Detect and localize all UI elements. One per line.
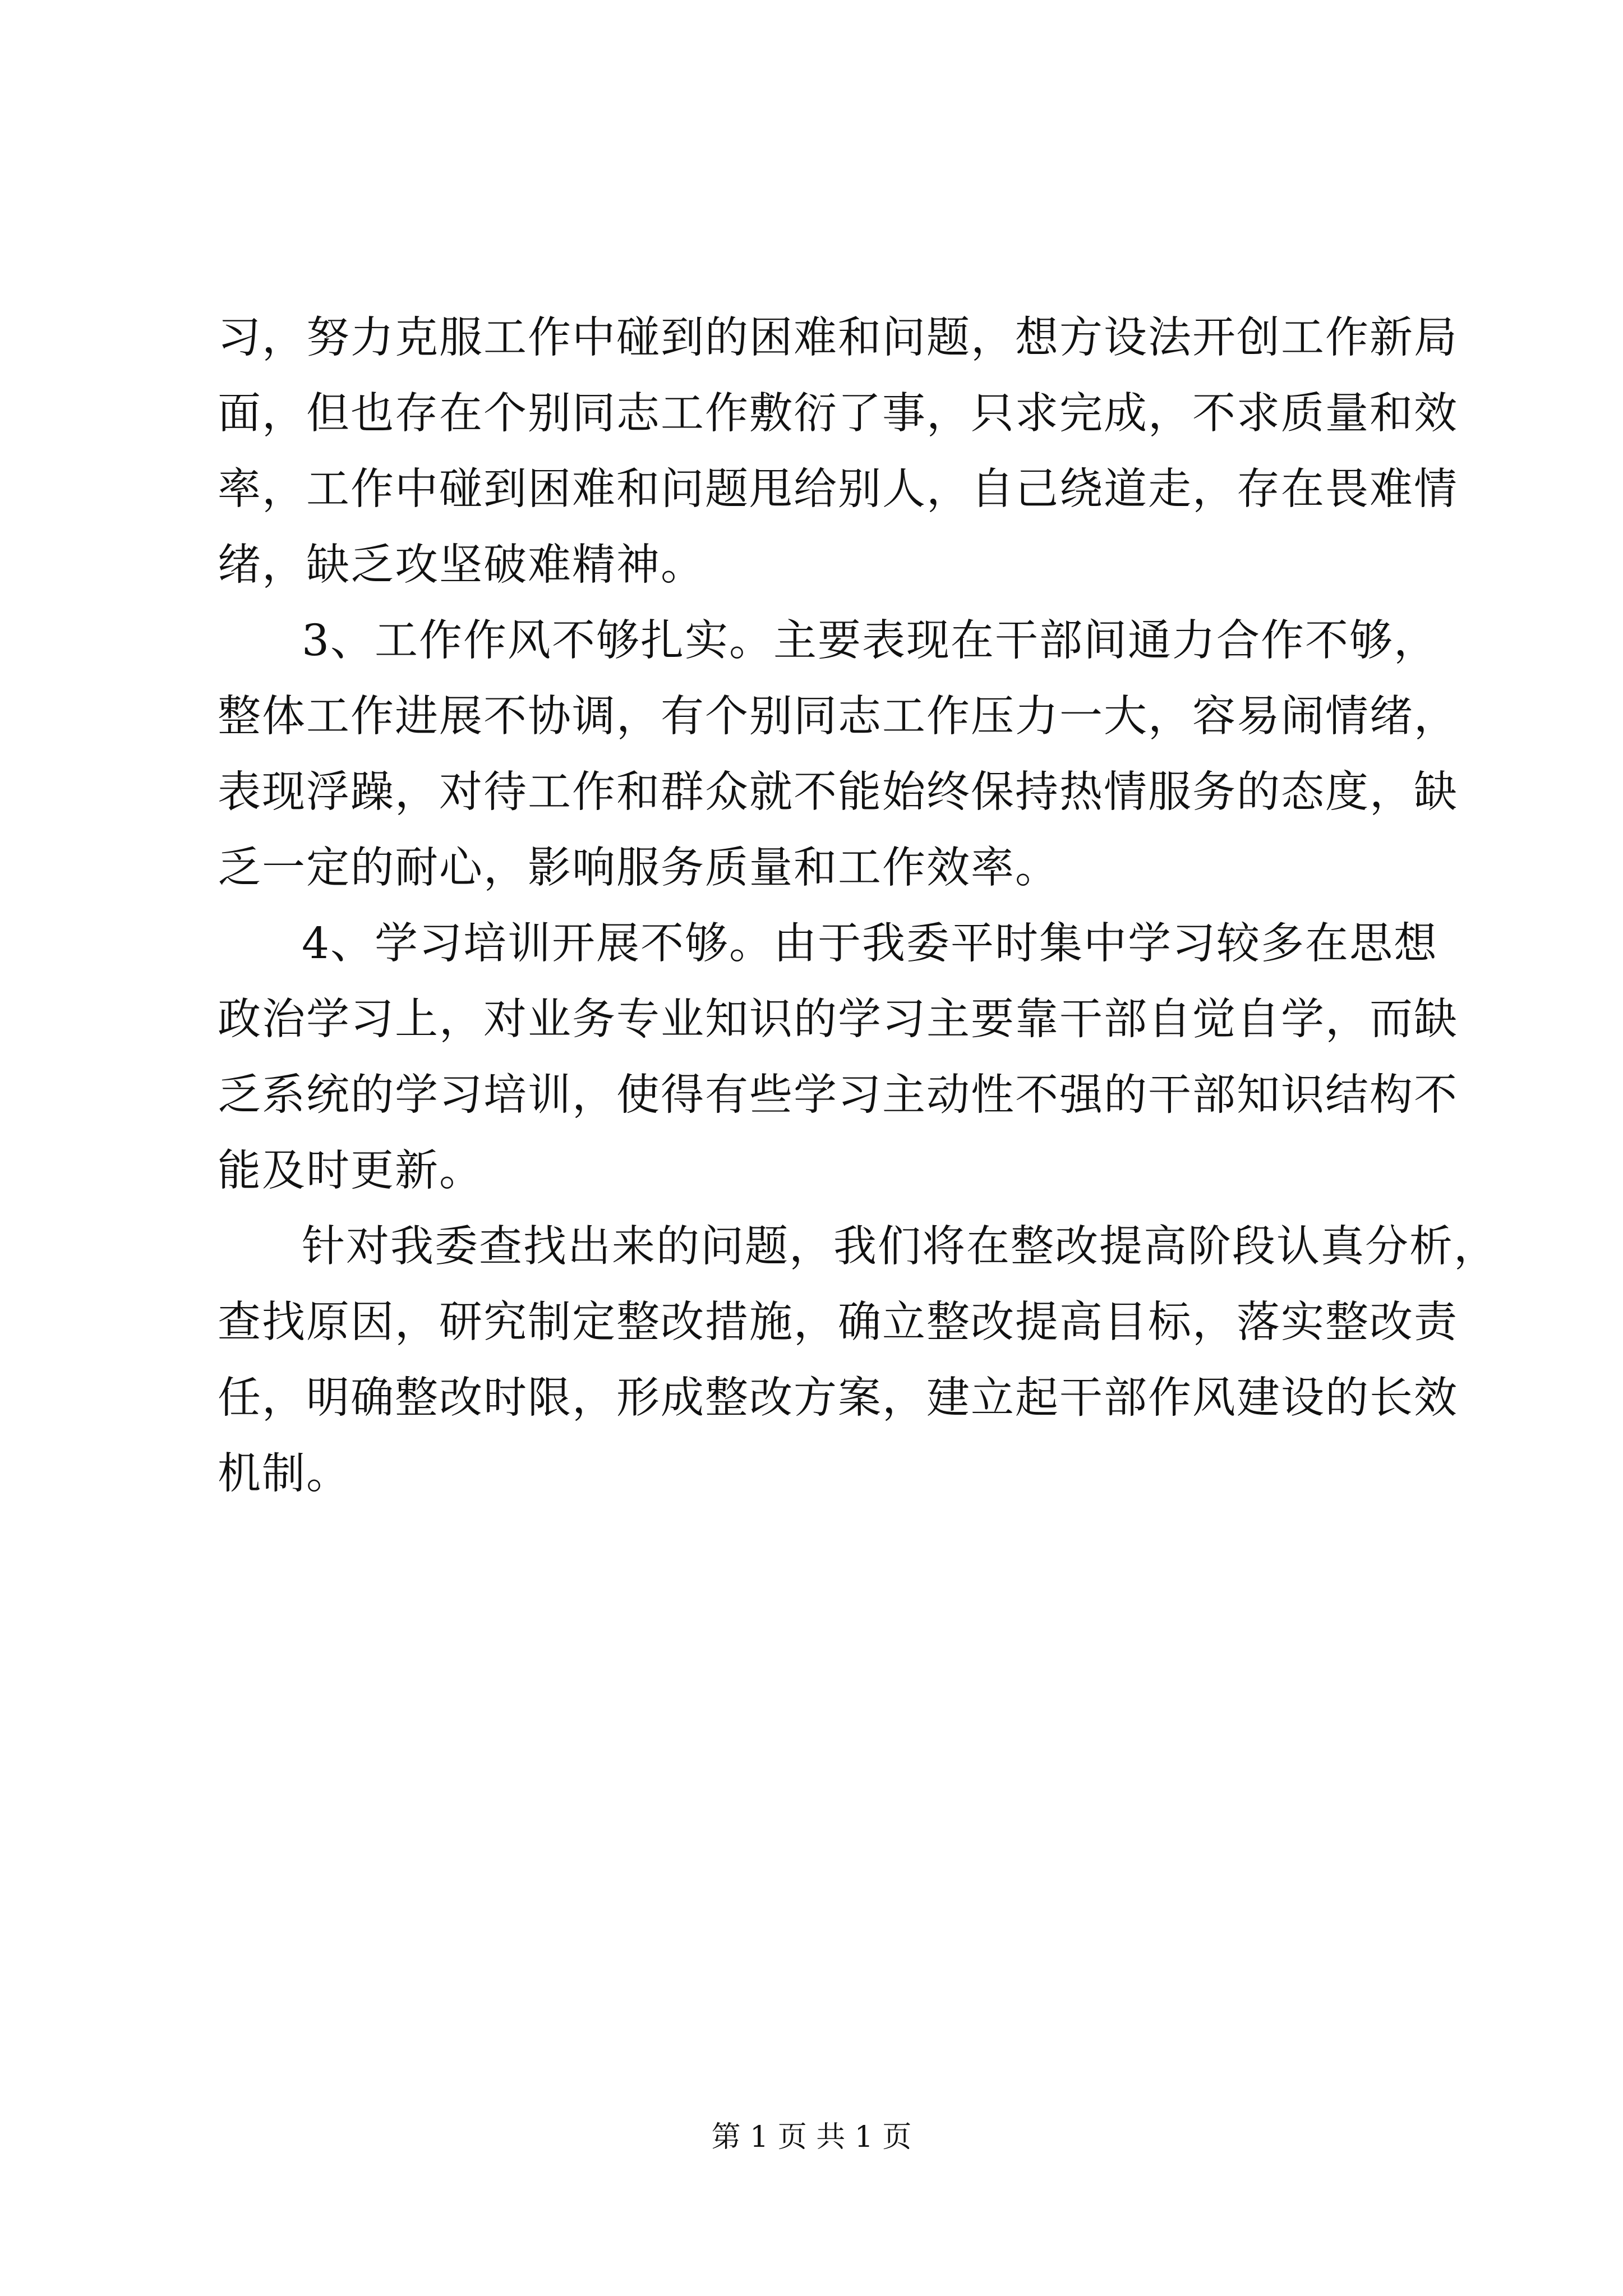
text-line: 表现浮躁，对待工作和群众就不能始终保持热情服务的态度，缺 <box>218 767 1458 817</box>
text-line: 4、学习培训开展不够。由于我委平时集中学习较多在思想 <box>302 919 1438 969</box>
text-line: 整体工作进展不协调，有个别同志工作压力一大，容易闹情绪， <box>218 692 1458 742</box>
document-body <box>218 300 1498 1512</box>
text-line: 机制。 <box>218 1449 351 1499</box>
text-line: 乏一定的耐心，影响服务质量和工作效率。 <box>218 843 1059 893</box>
text-line: 能及时更新。 <box>218 1146 483 1196</box>
text-line: 绪，缺乏攻坚破难精神。 <box>218 540 705 590</box>
text-line: 查找原因，研究制定整改措施，确立整改提高目标，落实整改责 <box>218 1297 1458 1347</box>
text-line: 面，但也存在个别同志工作敷衍了事，只求完成，不求质量和效 <box>218 389 1458 439</box>
text-line: 针对我委查找出来的问题，我们将在整改提高阶段认真分析， <box>302 1222 1498 1272</box>
page-number-footer: 第 1 页 共 1 页 <box>711 2120 912 2154</box>
text-line: 政治学习上，对业务专业知识的学习主要靠干部自觉自学，而缺 <box>218 995 1458 1045</box>
text-line: 任，明确整改时限，形成整改方案，建立起干部作风建设的长效 <box>218 1373 1458 1423</box>
text-line: 3、工作作风不够扎实。主要表现在干部间通力合作不够， <box>302 616 1438 666</box>
text-line: 乏系统的学习培训，使得有些学习主动性不强的干部知识结构不 <box>218 1070 1458 1120</box>
text-line: 率，工作中碰到困难和问题甩给别人，自己绕道走，存在畏难情 <box>218 464 1458 514</box>
text-line: 习，努力克服工作中碰到的困难和问题，想方设法开创工作新局 <box>218 313 1458 363</box>
